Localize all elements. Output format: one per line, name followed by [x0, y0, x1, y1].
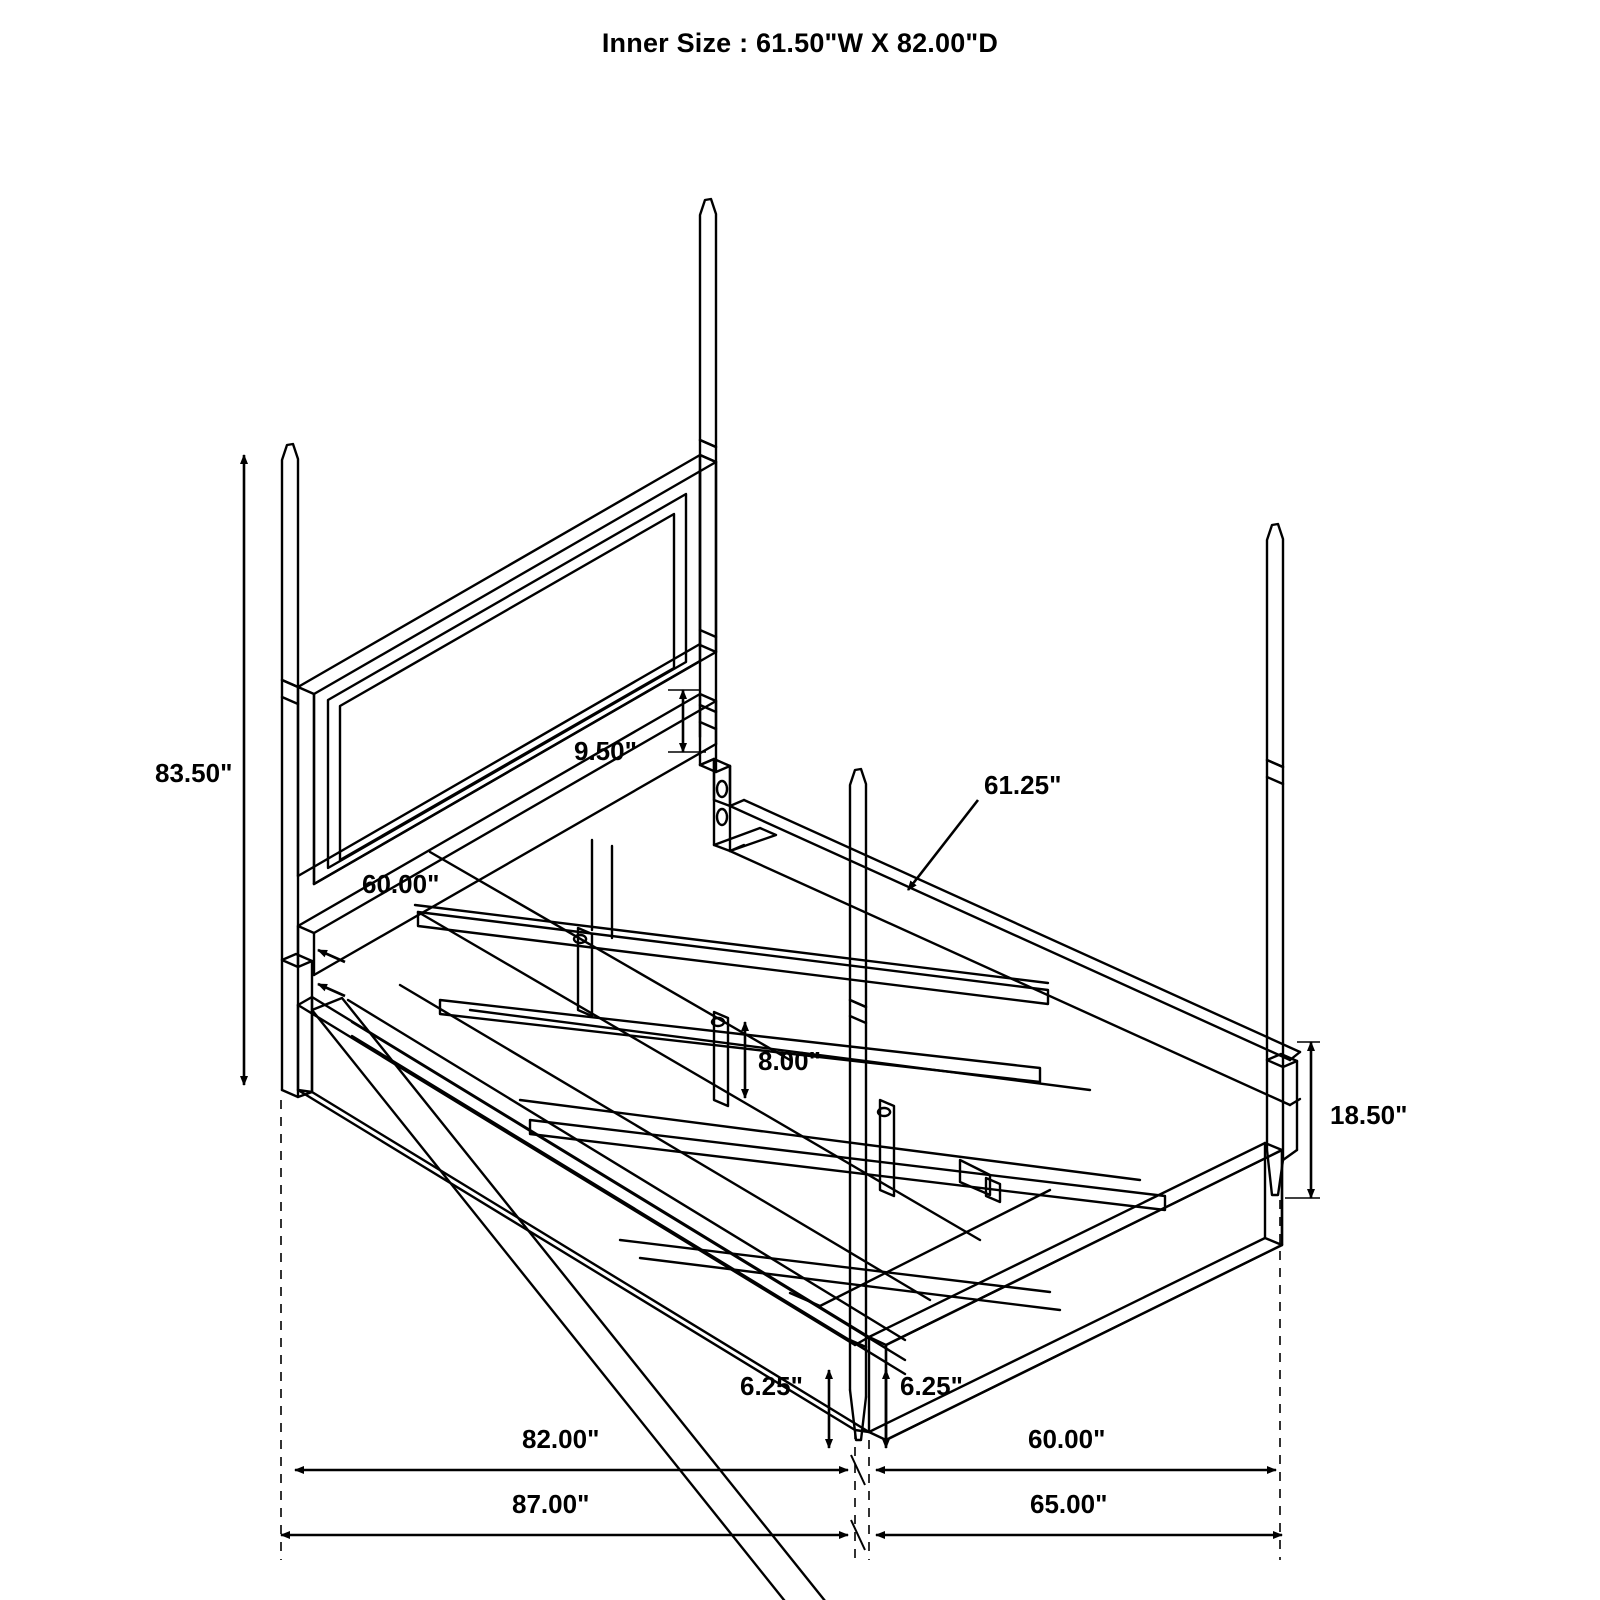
- right-post: [1267, 524, 1297, 1195]
- dimension-labels: [155, 736, 1407, 1519]
- label-foot-right: 6.25": [900, 1371, 963, 1401]
- label-foot-left: 6.25": [740, 1371, 803, 1401]
- page-title: Inner Size : 61.50"W X 82.00"D: [601, 28, 999, 58]
- headboard-bracket: [700, 759, 776, 851]
- headboard-panel: [298, 455, 716, 884]
- headboard-lower-rail: [298, 694, 716, 975]
- label-rail-span: 61.25": [984, 770, 1062, 800]
- label-headboard-width: 60.00": [362, 869, 440, 899]
- label-slat-height: 8.00": [758, 1046, 821, 1076]
- extension-lines: [281, 1100, 1280, 1560]
- label-depth-outer: 87.00": [512, 1489, 590, 1519]
- inner-support-slats: [348, 840, 1165, 1374]
- label-width-outer: 65.00": [1030, 1489, 1108, 1519]
- label-headboard-gap: 9.50": [574, 736, 637, 766]
- label-depth-inner: 82.00": [522, 1424, 600, 1454]
- label-width-inner: 60.00": [1028, 1424, 1106, 1454]
- label-footpost-height: 18.50": [1330, 1100, 1408, 1130]
- label-post-height: 83.50": [155, 758, 233, 788]
